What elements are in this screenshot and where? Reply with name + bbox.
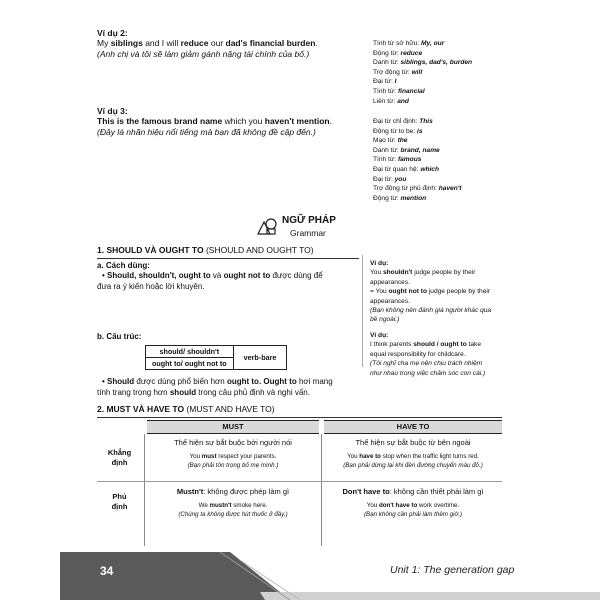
text-run: I think parents <box>370 341 414 349</box>
side-divider <box>362 255 363 367</box>
word-class-list-1 <box>373 39 472 106</box>
word-class-value: brand, name <box>400 146 440 154</box>
side-example-translation: như nhau trong việc chăm sóc con cái.) <box>370 369 486 377</box>
table-divider-left <box>144 434 145 546</box>
word-class-value: I <box>394 78 397 86</box>
word-class-value: My, our <box>420 40 445 47</box>
text-run: You <box>189 453 202 460</box>
example-title: Ví dụ 3: <box>97 106 128 116</box>
section-2-title: 2. MUST VÀ HAVE TO <box>97 404 185 414</box>
text-run: reduce <box>180 38 209 48</box>
word-class-label: Trợ động từ: <box>373 68 412 76</box>
must-negative-meaning <box>147 487 319 496</box>
text-run: should <box>169 388 197 397</box>
have-to-negative-example <box>324 502 502 511</box>
word-class-item <box>373 49 472 59</box>
side-example-title: Ví dụ: <box>370 332 389 339</box>
word-class-label: Mạo từ: <box>373 137 398 145</box>
side-example-1 <box>370 259 510 325</box>
word-class-label: Đại từ chỉ định: <box>373 118 420 125</box>
word-class-value: the <box>397 137 408 145</box>
side-example-translation: (Tôi nghĩ cha mẹ nên chịu trách nhiệm <box>370 360 483 368</box>
must-affirmative-translation: (Bạn phải tôn trọng bố mẹ mình.) <box>187 461 279 469</box>
text-run: We <box>198 502 210 509</box>
text-run: work overtime. <box>417 502 460 509</box>
must-negative-cell <box>147 487 319 519</box>
text-run: This <box>97 116 115 126</box>
word-class-value: and <box>397 97 409 105</box>
side-example-line: appearances. <box>370 297 410 305</box>
example-title: Ví dụ 2: <box>97 28 128 38</box>
side-example-line <box>370 340 515 349</box>
text-run: hơi mang <box>296 377 333 386</box>
text-run: our <box>208 38 226 48</box>
section-1-heading <box>97 245 314 255</box>
word-class-label: Động từ: <box>373 194 401 202</box>
side-example-translation: bề ngoài.) <box>370 316 400 324</box>
word-class-item <box>373 117 462 127</box>
word-class-item <box>373 39 472 49</box>
have-to-negative-translation: (Bạn không cần phải làm thêm giờ.) <box>364 510 462 518</box>
example-translation: (Đây là nhãn hiệu nổi tiếng mà bạn đã không đề cập đến.) <box>97 127 316 137</box>
section-2-heading <box>97 404 275 414</box>
word-class-item <box>373 184 462 194</box>
text-run: haven't mention <box>264 116 330 126</box>
row-label-line: Phủ <box>112 492 127 501</box>
table-row-divider <box>97 481 502 482</box>
word-class-value: is <box>417 127 423 135</box>
word-class-value: This <box>419 118 433 125</box>
text-run: • <box>102 271 108 280</box>
have-to-negative-meaning <box>324 487 502 496</box>
side-example-line <box>370 287 510 296</box>
word-class-value: you <box>394 175 407 183</box>
text-run: : không cần thiết phải làm gì <box>389 487 484 496</box>
word-class-item <box>373 155 462 165</box>
structure-cell-verb: verb-bare <box>233 346 287 370</box>
structure-cell-ought: ought to/ ought not to <box>146 358 234 370</box>
row-label-negative <box>97 492 142 512</box>
section-2-rule <box>97 417 502 418</box>
word-class-item <box>373 165 462 175</box>
example-sentence <box>97 116 362 127</box>
must-column-header: MUST <box>147 420 319 434</box>
word-class-item <box>373 77 472 87</box>
text-run: smoke here. <box>231 502 268 509</box>
footer-bar <box>60 552 600 600</box>
word-class-value: which <box>420 165 439 173</box>
text-run: You <box>347 453 360 460</box>
have-to-affirmative-cell <box>324 438 502 470</box>
word-class-label: Tính từ: <box>373 156 398 164</box>
text-run: = You <box>370 288 389 296</box>
text-run: ought to. <box>226 377 262 386</box>
word-class-label: Trợ động từ phủ định: <box>373 185 439 193</box>
side-example-line <box>370 268 510 277</box>
word-class-value: will <box>411 68 423 76</box>
must-affirmative-example <box>147 453 319 462</box>
text-run: Don't have to <box>342 487 390 496</box>
usage-line-2: đưa ra ý kiến hoặc lời khuyên. <box>97 282 205 291</box>
word-class-item <box>373 58 472 68</box>
text-run: Mustn't <box>176 487 204 496</box>
text-run: Should <box>107 377 135 386</box>
word-class-value: siblings, dad's, burden <box>400 59 473 67</box>
example-2 <box>97 28 362 60</box>
word-class-label: Tính từ: <box>373 87 398 95</box>
have-to-column-header: HAVE TO <box>324 420 502 434</box>
word-class-item <box>373 175 462 185</box>
must-negative-translation: (Chúng ta không được hút thuốc ở đây.) <box>178 510 288 518</box>
side-example-line: equal responsibility for childcare. <box>370 350 466 358</box>
have-to-negative-cell <box>324 487 502 519</box>
text-run: respect your parents. <box>216 453 277 460</box>
example-sentence <box>97 38 362 49</box>
grammar-title: NGỮ PHÁP <box>282 215 336 226</box>
text-run: the famous brand name <box>126 116 223 126</box>
row-label-line: định <box>111 458 128 467</box>
text-run: have to <box>359 453 381 460</box>
grammar-icon <box>256 216 278 236</box>
text-run: . <box>329 116 332 126</box>
usage-line-1 <box>102 271 323 280</box>
example-translation: (Anh chị và tôi sẽ làm giảm gánh nặng tài chính của bố.) <box>97 49 310 59</box>
row-label-line: định <box>111 502 128 511</box>
word-class-item <box>373 136 462 146</box>
must-affirmative-meaning: Thể hiện sự bắt buộc bởi người nói <box>174 438 292 447</box>
text-run: You <box>366 502 379 509</box>
grammar-subtitle: Grammar <box>290 228 326 238</box>
side-example-line: appearances. <box>370 278 410 286</box>
must-affirmative-cell <box>147 438 319 470</box>
word-class-value: mention <box>400 194 427 202</box>
word-class-item <box>373 68 472 78</box>
text-run: is <box>116 116 124 126</box>
text-run: My <box>97 38 111 48</box>
word-class-value: haven't <box>438 185 462 193</box>
word-class-label: Tính từ sở hữu: <box>373 40 421 47</box>
word-class-list-2 <box>373 117 462 203</box>
text-run: judge people by their <box>426 288 491 296</box>
section-1-rule <box>97 258 359 259</box>
text-run: must <box>201 453 217 460</box>
text-run: should / ought to <box>413 341 467 349</box>
structure-cell-should: should/ shouldn't <box>146 346 234 358</box>
text-run: dad's financial burden <box>225 38 316 48</box>
text-run: ought not to <box>388 288 427 296</box>
note-line-2 <box>97 388 310 397</box>
unit-title: Unit 1: The generation gap <box>390 564 515 576</box>
text-run: tính trang trọng hơn <box>97 388 170 397</box>
text-run: : không được phép làm gì <box>203 487 290 496</box>
word-class-label: Danh từ: <box>373 146 401 154</box>
note-line-1 <box>102 377 333 386</box>
text-run: stop when the traffic light turns red. <box>380 453 479 460</box>
structure-title: b. Cấu trúc: <box>97 332 142 341</box>
text-run: You <box>370 269 383 277</box>
have-to-affirmative-translation: (Bạn phải dừng lại khi đèn đường chuyển màu đỏ.) <box>343 461 483 469</box>
text-run: don't have to <box>378 502 418 509</box>
side-example-translation: (Bạn không nên đánh giá người khác qua <box>370 307 492 315</box>
text-run: Ought to <box>263 377 297 386</box>
text-run: . <box>315 38 318 48</box>
word-class-label: Liên từ: <box>373 97 398 105</box>
text-run: mustn't <box>209 502 232 509</box>
word-class-item <box>373 87 472 97</box>
text-run: judge people by their <box>412 269 476 277</box>
word-class-label: Danh từ: <box>373 59 401 67</box>
text-run: và <box>210 271 224 280</box>
text-run: được dùng để <box>270 271 323 280</box>
usage-title: a. Cách dùng: <box>97 261 150 270</box>
word-class-value: financial <box>397 87 425 95</box>
example-3 <box>97 106 362 138</box>
word-class-value: reduce <box>400 49 423 57</box>
table-divider-middle <box>321 434 322 546</box>
must-negative-example <box>147 502 319 511</box>
structure-table <box>145 345 287 370</box>
word-class-label: Đại từ quan hệ: <box>373 165 421 173</box>
page-number: 34 <box>100 564 114 578</box>
text-run: which you <box>222 116 265 126</box>
row-label-line: Khẳng <box>107 448 132 457</box>
side-example-title: Ví dụ: <box>370 260 389 267</box>
have-to-affirmative-meaning: Thể hiện sự bắt buộc từ bên ngoài <box>355 438 471 447</box>
text-run: shouldn't <box>382 269 413 277</box>
side-example-2 <box>370 331 515 378</box>
word-class-item <box>373 194 462 204</box>
text-run: take <box>466 341 482 349</box>
row-label-affirmative <box>97 448 142 468</box>
text-run: Should, shouldn't, ought to <box>107 271 211 280</box>
word-class-item <box>373 97 472 107</box>
word-class-label: Động từ: <box>373 49 401 57</box>
text-run: được dùng phổ biến hơn <box>134 377 227 386</box>
text-run: ought not to <box>223 271 271 280</box>
word-class-label: Đại từ: <box>373 78 395 86</box>
word-class-item <box>373 146 462 156</box>
section-1-subtitle: (SHOULD AND OUGHT TO) <box>203 245 314 255</box>
word-class-label: Động từ to be: <box>373 127 418 135</box>
have-to-affirmative-example <box>324 453 502 462</box>
word-class-label: Đại từ: <box>373 175 395 183</box>
text-run: trong câu phủ định và nghi vấn. <box>196 388 310 397</box>
word-class-value: famous <box>397 156 422 164</box>
word-class-item <box>373 127 462 137</box>
text-run: • <box>102 377 108 386</box>
section-2-subtitle: (MUST AND HAVE TO) <box>184 404 275 414</box>
text-run: siblings <box>110 38 143 48</box>
text-run: and I will <box>142 38 181 48</box>
section-1-title: 1. SHOULD VÀ OUGHT TO <box>97 245 204 255</box>
